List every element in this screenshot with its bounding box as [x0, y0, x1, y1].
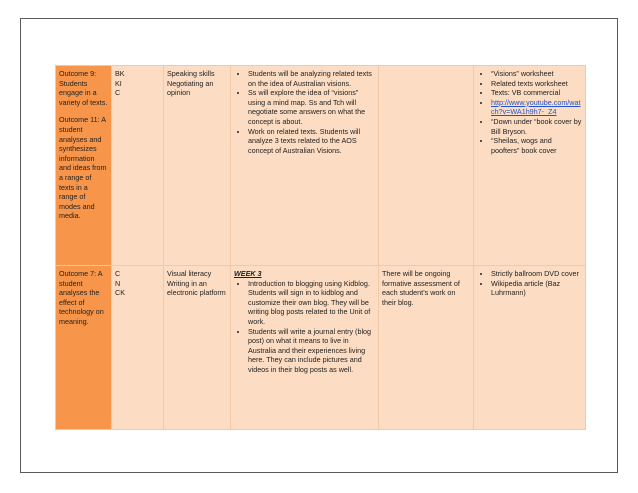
assessment-text: There will be ongoing formative assessment of each student’s work on their blog.	[382, 269, 460, 307]
code-text: C	[115, 88, 121, 98]
list-item: • Ss will explore the idea of “visions” using a mind map. Ss and Tch will negotiate some answers on what the concept is about.	[248, 88, 375, 126]
outcome-cell	[56, 66, 112, 266]
activities-cell	[231, 66, 379, 266]
list-item: • Students will write a journal entry (blog post) on what it means to live in Australia and their experiences living here. They can include pictures and videos in their blog posts as well.	[248, 327, 375, 375]
activities-list	[234, 69, 375, 155]
resources-list	[477, 269, 582, 298]
week-heading: WEEK 3	[234, 269, 262, 278]
assessment-cell	[379, 66, 474, 266]
skills-cell	[164, 66, 231, 266]
resources-cell	[474, 66, 586, 266]
skill-text: Writing in an electronic platform	[167, 278, 226, 298]
resources-list	[477, 69, 582, 155]
outcome-cell	[56, 266, 112, 430]
code-text: N	[115, 278, 121, 288]
list-item: • Work on related texts. Students will analyze 3 texts related to the AOS concept of Australian Visions.	[248, 127, 375, 156]
list-item: • Related texts worksheet	[491, 79, 582, 89]
code-text: KI	[115, 78, 122, 88]
skills-cell	[164, 266, 231, 430]
youtube-link[interactable]: http://www.youtube.com/watch?v=WA1h9h7-_Z4	[491, 97, 581, 117]
list-item	[491, 98, 582, 117]
list-item: • Texts: VB commercial	[491, 88, 582, 98]
outcome-text: Outcome 11: A student analyses and synthesizes information and ideas from a range of texts in a range of modes and media.	[59, 115, 107, 221]
codes-cell	[112, 66, 164, 266]
list-item: • “Visions” worksheet	[491, 69, 582, 79]
list-item: • Strictly ballroom DVD cover	[491, 269, 582, 279]
resources-cell	[474, 266, 586, 430]
codes-cell	[112, 266, 164, 430]
list-item: • Students will be analyzing related texts on the idea of Australian visions.	[248, 69, 375, 88]
assessment-cell	[379, 266, 474, 430]
code-text: BK	[115, 69, 125, 78]
table-row	[56, 266, 586, 430]
skill-text: Visual literacy	[167, 269, 212, 278]
code-text: C	[115, 269, 121, 278]
skill-text: Speaking skills	[167, 69, 215, 78]
activities-list	[234, 279, 375, 375]
skill-text: Negotiating an opinion	[167, 78, 214, 98]
lesson-plan-table	[55, 65, 586, 430]
activities-cell	[231, 266, 379, 430]
list-item: • “Sheilas, wogs and poofters” book cover	[491, 136, 582, 155]
code-text: CK	[115, 288, 125, 298]
list-item: • Wikipedia article (Baz Luhrmann)	[491, 279, 582, 298]
list-item: • “Down under “book cover by Bill Bryson.	[491, 117, 582, 136]
table-row	[56, 66, 586, 266]
outcome-text: Outcome 7: A student analyses the effect of technology on meaning.	[59, 269, 104, 326]
outcome-text: Outcome 9: Students engage in a variety of texts.	[59, 69, 108, 107]
list-item: • Introduction to blogging using Kidblog. Students will sign in to kidblog and customize their own blog. They will be writing blog posts related to the Unit of work.	[248, 279, 375, 327]
